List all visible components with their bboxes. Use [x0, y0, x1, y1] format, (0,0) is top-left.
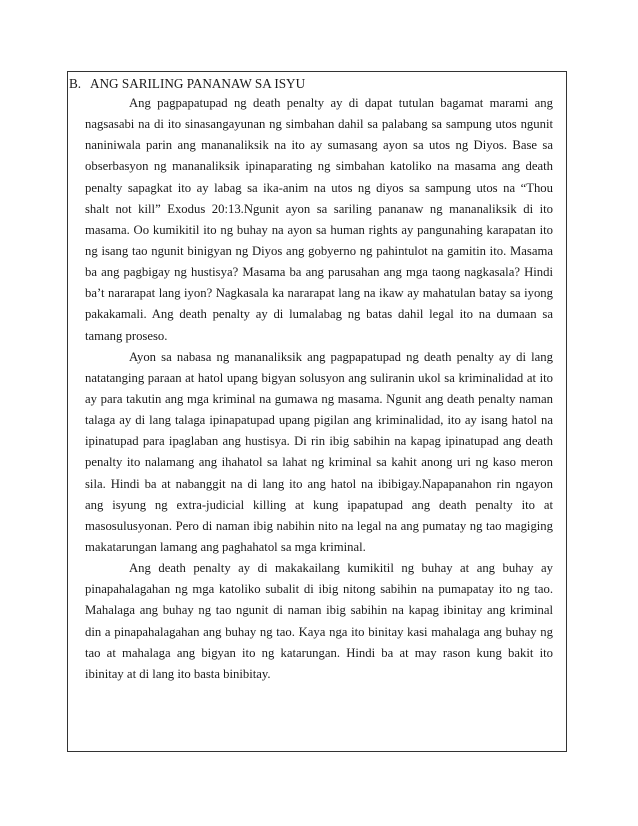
text-line: din a pinapahalagahan ang buhay ng tao. Kaya nga ito binitay kasi mahalaga ang buhay ng [85, 624, 553, 639]
text-line: ibinitay at di lang ito basta binibitay. [85, 666, 271, 681]
paragraph-2 [85, 347, 553, 558]
text-line: naniniwala parin ang mananaliksik na ito ay sumasang ayon sa utos ng Diyos. Base sa [85, 138, 553, 153]
text-line: shalt not kill” Exodus 20:13.Ngunit ayon sa sariling pananaw ng mananaliksik di ito [85, 201, 553, 216]
text-line: ang isyung ng extra-judicial killing at kung ipapatupad ang death penalty ito at [85, 497, 553, 512]
text-line: Ang pagpapatupad ng death penalty ay di dapat tutulan bagamat marami ang [129, 96, 553, 110]
text-line: tamang proseso. [85, 328, 168, 343]
text-line: pakakamali. Ang death penalty ay di lumalabag ng batas dahil legal ito na dumaan sa [85, 307, 553, 322]
text-line: Ang death penalty ay di makakailang kumikitil ng buhay at ang buhay ay [129, 561, 553, 576]
paragraph-1 [85, 93, 553, 347]
text-line: talaga ay di lang talaga ipinapatupad upang pigilan ang kriminalidad, ito ay isang hatol na [85, 413, 553, 428]
text-line: masama. Oo kumikitil ito ng buhay na ayon sa human rights ay pangunahing karapatan ito [85, 222, 553, 237]
section-marker: B. [69, 76, 82, 91]
text-line: ng isang tao ngunit binigyan ng Diyos ang gobyerno ng pahintulot na gamitin ito. Masama [85, 243, 553, 258]
text-line: ba ang pagbigay ng hustisya? Masama ba ang parusahan ang mga taong nagkasala? Hindi [85, 265, 553, 280]
text-line: pinapahalagahan ng mga katoliko subalit di ibig nitong sabihin na pumapatay ito ng tao. [85, 582, 553, 597]
text-line: Mahalaga ang buhay ng tao ngunit di naman ibig sabihin na kapag ibinitay ang kriminal [85, 603, 553, 618]
text-line: ay para takutin ang mga kriminal na gumawa ng masama. Ngunit ang death penalty naman [85, 391, 553, 406]
essay-body [85, 93, 553, 685]
text-line: tao at mahalaga ang bigyan ito ng katarungan. Hindi ba at may rason kung bakit ito [85, 645, 553, 660]
text-line: masosulusyonan. Pero di naman ibig nabihin nito na legal na ang pumatay ng tao magiging [85, 518, 553, 533]
section-heading [69, 76, 305, 92]
text-line: obserbasyon ng mananaliksik ipinaparating ng simbahan katoliko na masama ang death [85, 159, 553, 174]
paragraph-3 [85, 558, 553, 685]
text-line: penalty sapagkat ito ay labag sa ika-anim na utos ng diyos sa sampung utos na “Thou [85, 180, 553, 195]
text-line: makatarungan lamang ang paghahatol sa mga kriminal. [85, 539, 366, 554]
text-line: Ayon sa nabasa ng mananaliksik ang pagpapatupad ng death penalty ay di lang [129, 349, 553, 364]
text-line: sila. Hindi ba at nabanggit na di lang ito ang hatol na ibibigay.Napapanahon rin ngayon [85, 476, 553, 491]
text-line: ipinatupad para ipaglaban ang hustisya. Di rin ibig sabihin na kapag ipinatupad ang death [85, 434, 553, 449]
text-line: nagsasabi na di ito sinasangayunan ng simbahan dahil sa palabang sa sampung utos ngunit [85, 117, 553, 132]
text-line: ba’t nararapat lang iyon? Nagkasala ka nararapat lang na ikaw ay mahatulan batay sa iyong [85, 286, 553, 301]
section-title: ANG SARILING PANANAW SA ISYU [90, 76, 306, 91]
text-line: natatanging paraan at hatol upang bigyan solusyon ang suliranin ukol sa kriminalidad at ito [85, 370, 553, 385]
text-line: penalty ito nalamang ang ihahatol sa lahat ng kriminal sa kahit anong uri ng kaso meron [85, 455, 553, 470]
